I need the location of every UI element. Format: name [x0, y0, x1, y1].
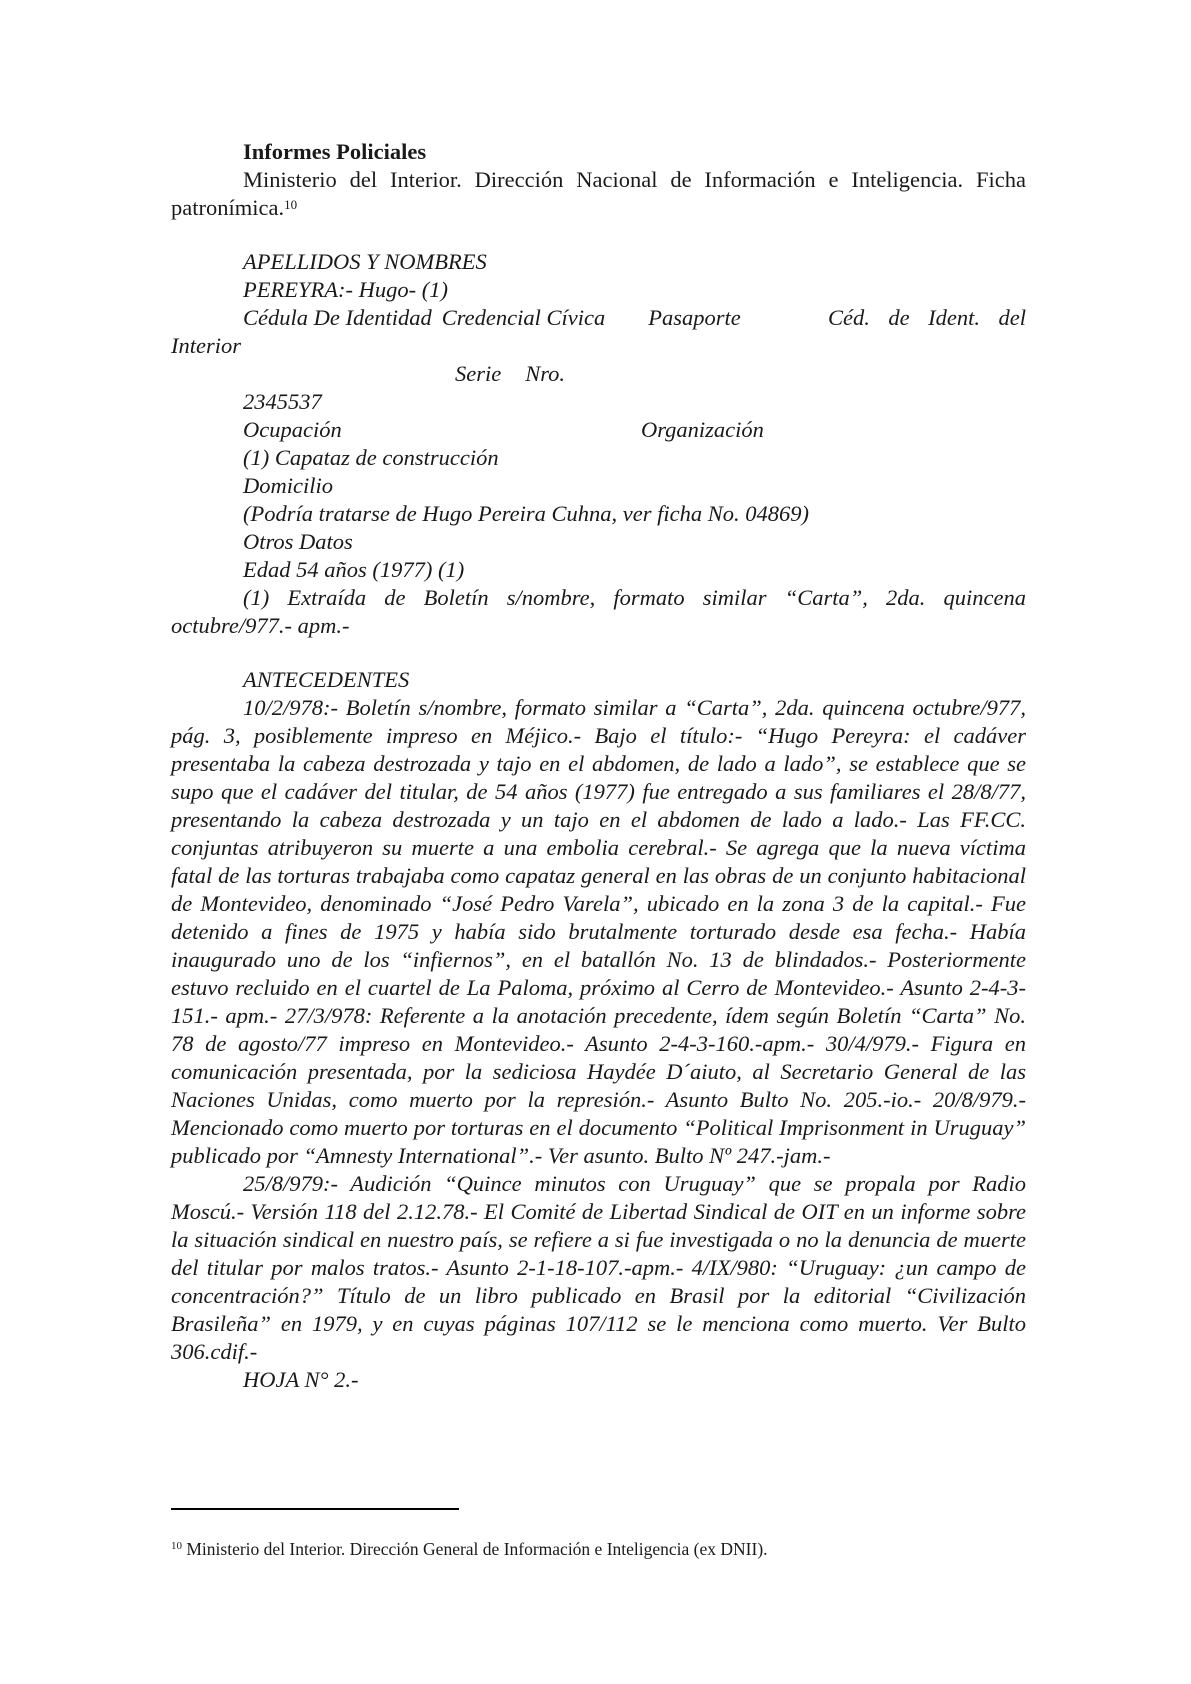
intro-paragraph [171, 166, 1026, 222]
ocupacion-value: (1) Capataz de construcción [243, 445, 499, 470]
person-name: PEREYRA:- Hugo- (1) [243, 277, 448, 302]
ced-interior-word: Ident. [928, 305, 980, 330]
pasaporte-label: Pasaporte [648, 305, 741, 330]
ocupacion-label: Ocupación [243, 417, 342, 442]
antecedentes-paragraph-2: 25/8/979:- Audición “Quince minutos con Uruguay” que se propala por Radio Moscú.- Versión 118 del 2.12.78.- El Comité de Libertad Sindical de OIT en un informe sobre la situación sindical en nuestro país, se refiere a si fue investigada o no la denuncia de muerte del titular por malos tratos.- Asunto 2-1-18-107.-apm.- 4/IX/980: “Uruguay: ¿un campo de concentración?” Título de un libro publicado en Brasil por la editorial “Civilización Brasileña” en 1979, y en cuyas páginas 107/112 se le menciona como muerto. Ver Bulto 306.cdif.- [171, 1171, 1026, 1364]
footnote [171, 1538, 1026, 1560]
edad-value: Edad 54 años (1977) (1) [243, 557, 465, 582]
nro-label: Nro. [525, 361, 566, 386]
hoja-number: HOJA N° 2.- [243, 1367, 359, 1392]
page-heading: Informes Policiales [243, 139, 427, 164]
cedula-number: 2345537 [243, 389, 322, 414]
domicilio-label: Domicilio [243, 473, 333, 498]
document-labels-row [171, 304, 1026, 332]
ced-interior-word: del [998, 305, 1026, 330]
ced-interior-word: de [888, 305, 910, 330]
ocupacion-row [171, 416, 1026, 444]
document-page [171, 138, 1026, 1394]
domicilio-value: (Podría tratarse de Hugo Pereira Cuhna, ver ficha No. 04869) [243, 501, 809, 526]
ced-interior-word: Céd. [828, 305, 870, 330]
ced-interior-continuation: Interior [171, 333, 241, 358]
spacer [171, 222, 1026, 248]
footnote-reference: 10 [284, 196, 298, 212]
organizacion-label: Organización [641, 417, 764, 442]
footnote-text: Ministerio del Interior. Dirección General de Información e Inteligencia (ex DNII). [186, 1539, 768, 1559]
otros-datos-label: Otros Datos [243, 529, 353, 554]
credencial-label: Credencial Cívica [441, 305, 606, 330]
footnote-separator [171, 1508, 459, 1510]
footnote-number: 10 [171, 1540, 182, 1553]
spacer [171, 640, 1026, 666]
section-title-apellidos: APELLIDOS Y NOMBRES [243, 249, 487, 274]
intro-text: Ministerio del Interior. Dirección Nacional de Información e Inteligencia. Ficha patronímica. [171, 167, 1026, 220]
antecedentes-paragraph-1: 10/2/978:- Boletín s/nombre, formato similar a “Carta”, 2da. quincena octubre/977, pág. 3, posiblemente impreso en Méjico.- Bajo el título:- “Hugo Pereyra: el cadáver presentaba la cabeza destrozada y tajo en el abdomen, de lado a lado”, se establece que se supo que el cadáver del titular, de 54 años (1977) fue entregado a sus familiares el 28/8/77, presentando la cabeza destrozada y un tajo en el abdomen de lado a lado.- Las FF.CC. conjuntas atribuyeron su muerte a una embolia cerebral.- Se agrega que la nueva víctima fatal de las torturas trabajaba como capataz general en las obras de un conjunto habitacional de Montevideo, denominado “José Pedro Varela”, ubicado en la zona 3 de la capital.- Fue detenido a fines de 1975 y había sido brutalmente torturado desde esa fecha.- Había inaugurado uno de los “infiernos”, en el batallón No. 13 de blindados.- Posteriormente estuvo recluido en el cuartel de La Paloma, próximo al Cerro de Montevideo.- Asunto 2-4-3-151.- apm.- 27/3/978: Referente a la anotación precedente, ídem según Boletín “Carta” No. 78 de agosto/77 impreso en Montevideo.- Asunto 2-4-3-160.-apm.- 30/4/979.- Figura en comunicación presentada, por la sediciosa Haydée D´aiuto, al Secretario General de las Naciones Unidas, como muerto por la represión.- Asunto Bulto No. 205.-io.- 20/8/979.- Mencionado como muerto por torturas en el documento “Political Imprisonment in Uruguay” publicado por “Amnesty International”.- Ver asunto. Bulto Nº 247.-jam.- [171, 695, 1026, 1168]
serie-label: Serie [455, 361, 502, 386]
serie-nro-row [171, 360, 1026, 388]
ficha-block [171, 248, 1026, 1394]
extraction-note: (1) Extraída de Boletín s/nombre, formato similar “Carta”, 2da. quincena octubre/977.- apm.- [171, 585, 1026, 638]
antecedentes-title: ANTECEDENTES [243, 667, 410, 692]
ced-interior-label [828, 304, 1026, 332]
cedula-label: Cédula De Identidad [243, 305, 432, 330]
